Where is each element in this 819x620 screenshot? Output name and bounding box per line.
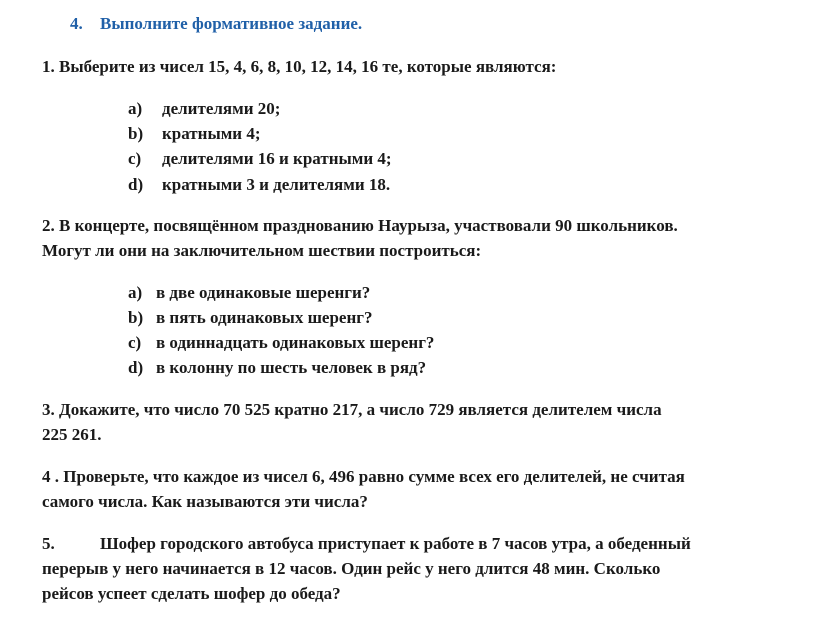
task-2-item-d: d) в колонну по шесть человек в ряд? [128,358,427,377]
task-2-item-c: c) в одиннадцать одинаковых шеренг? [128,333,435,352]
task-1-item-b: b) кратными 4; [128,124,261,143]
task-2-text-line-2: Могут ли они на заключительном шествии построиться: [42,241,482,260]
task-5-text-line-3: рейсов успеет сделать шофер до обеда? [42,584,341,603]
task-4-text-line-1: 4 . Проверьте, что каждое из чисел 6, 496 равно сумме всех его делителей, не считая [42,467,685,486]
task-1-item-c: c) делителями 16 и кратными 4; [128,149,392,168]
task-1-item-d: d) кратными 3 и делителями 18. [128,175,391,194]
task-2-item-b: b) в пять одинаковых шеренг? [128,308,373,327]
task-1-text: 1. Выберите из чисел 15, 4, 6, 8, 10, 12, 14, 16 те, которые являются: [42,57,557,76]
section-title: Выполните формативное задание. [100,14,363,33]
task-5-text-line-1: 5. Шофер городского автобуса приступает к работе в 7 часов утра, а обеденный [42,534,691,553]
task-3-text-line-2: 225 261. [42,425,102,444]
task-2-text-line-1: 2. В концерте, посвящённом празднованию Наурыза, участвовали 90 школьников. [42,216,678,235]
section-heading [70,14,362,34]
task-4-text-line-2: самого числа. Как называются эти числа? [42,492,368,511]
section-number: 4. [70,14,83,33]
task-1-item-a: a) делителями 20; [128,99,281,118]
task-5-number: 5. [42,534,55,553]
task-3-text-line-1: 3. Докажите, что число 70 525 кратно 217, а число 729 является делителем числа [42,400,662,419]
task-2-item-a: a) в две одинаковые шеренги? [128,283,371,302]
task-5-text-line-2: перерыв у него начинается в 12 часов. Один рейс у него длится 48 мин. Сколько [42,559,661,578]
